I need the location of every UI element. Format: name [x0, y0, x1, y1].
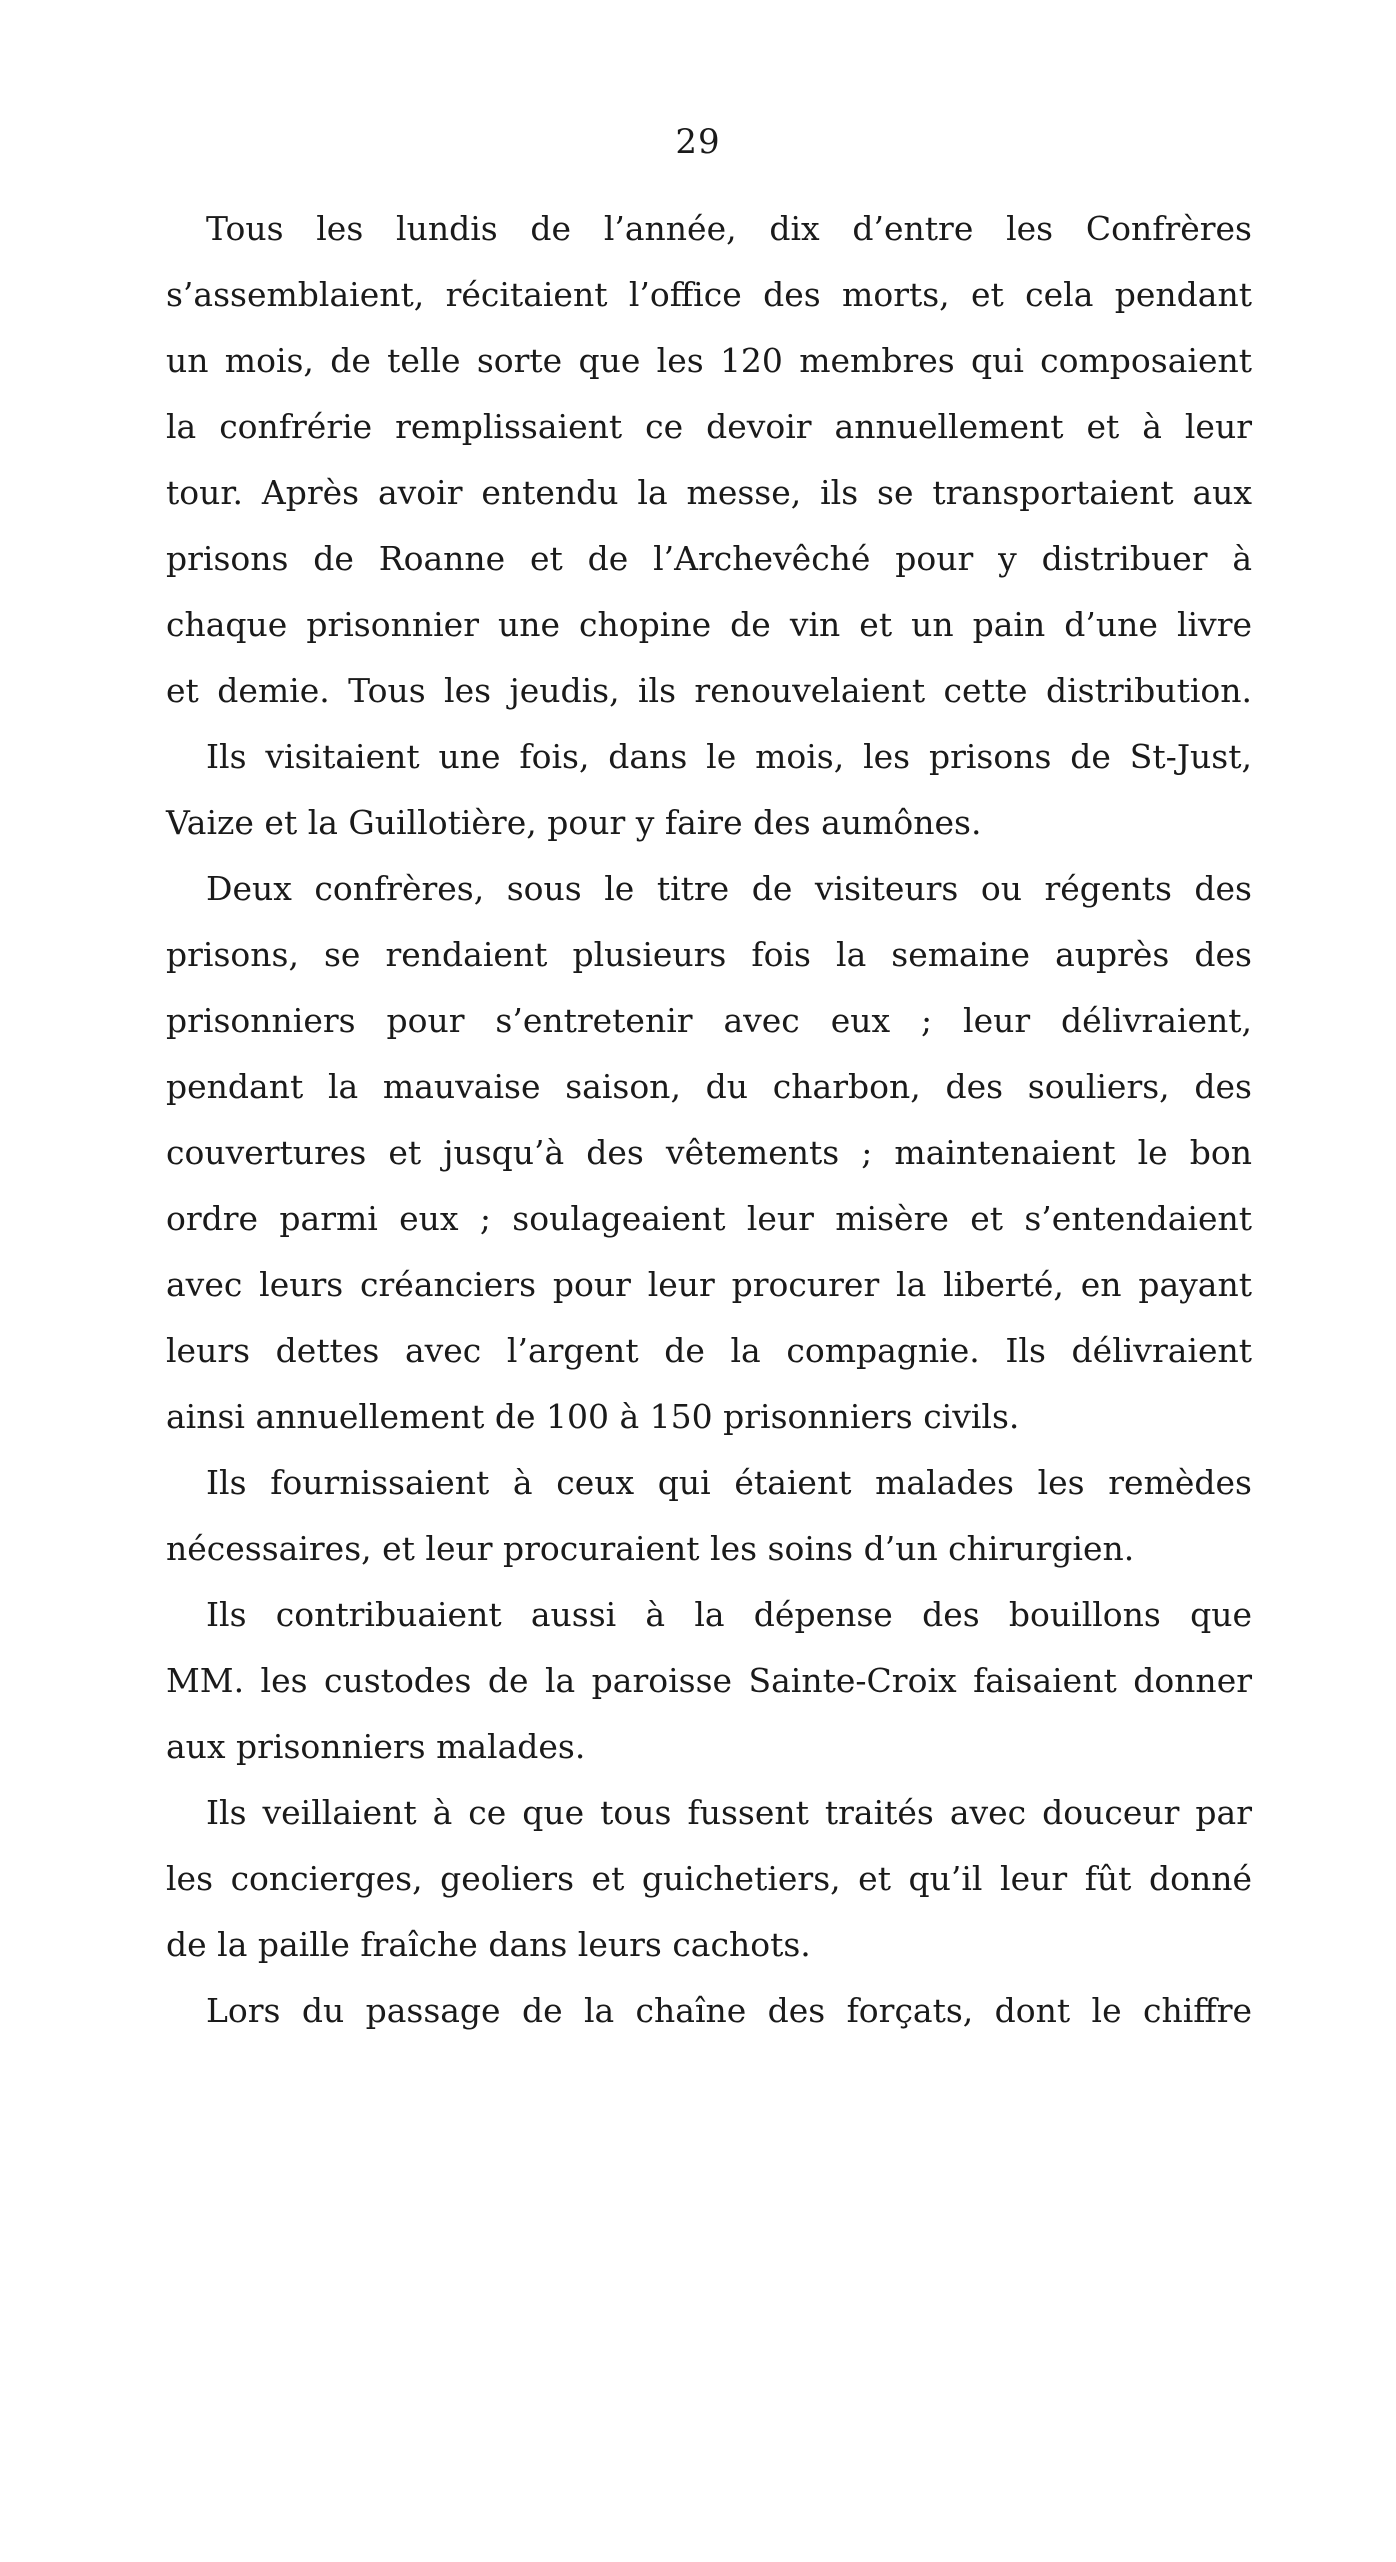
- paragraph: [166, 1582, 1252, 1780]
- text-line: ordre parmi eux ; soulageaient leur misère et s’entendaient: [166, 1199, 1252, 1238]
- text-line: prisonniers pour s’entretenir avec eux ; leur délivraient,: [166, 1001, 1252, 1040]
- text-line: et demie. Tous les jeudis, ils renouvelaient cette distribution.: [166, 671, 1252, 710]
- text-line: Vaize et la Guillotière, pour y faire des aumônes.: [166, 803, 982, 842]
- paragraph: [166, 1780, 1252, 1978]
- text-line: de la paille fraîche dans leurs cachots.: [166, 1925, 811, 1964]
- text-line: les concierges, geoliers et guichetiers, et qu’il leur fût donné: [166, 1859, 1252, 1898]
- paragraph: [166, 1978, 1252, 2044]
- text-line: chaque prisonnier une chopine de vin et un pain d’une livre: [166, 605, 1252, 644]
- text-line: Ils veillaient à ce que tous fussent traités avec douceur par: [206, 1793, 1252, 1832]
- text-line: Lors du passage de la chaîne des forçats, dont le chiffre: [206, 1991, 1252, 2030]
- text-line: s’assemblaient, récitaient l’office des morts, et cela pendant: [166, 275, 1252, 314]
- text-line: un mois, de telle sorte que les 120 membres qui composaient: [166, 341, 1252, 380]
- text-line: ainsi annuellement de 100 à 150 prisonniers civils.: [166, 1397, 1020, 1436]
- text-line: Ils fournissaient à ceux qui étaient malades les remèdes: [206, 1463, 1252, 1502]
- page-number: 29: [675, 122, 721, 162]
- text-line: Deux confrères, sous le titre de visiteurs ou régents des: [206, 869, 1252, 908]
- text-line: prisons, se rendaient plusieurs fois la semaine auprès des: [166, 935, 1252, 974]
- text-line: la confrérie remplissaient ce devoir annuellement et à leur: [166, 407, 1252, 446]
- paragraph: [166, 1450, 1252, 1582]
- text-line: Tous les lundis de l’année, dix d’entre les Confrères: [206, 209, 1252, 248]
- text-line: couvertures et jusqu’à des vêtements ; maintenaient le bon: [166, 1133, 1252, 1172]
- text-line: Ils contribuaient aussi à la dépense des bouillons que: [206, 1595, 1252, 1634]
- text-line: tour. Après avoir entendu la messe, ils se transportaient aux: [166, 473, 1252, 512]
- paragraph: [166, 196, 1252, 724]
- text-line: avec leurs créanciers pour leur procurer la liberté, en payant: [166, 1265, 1252, 1304]
- paragraph: [166, 856, 1252, 1450]
- text-line: MM. les custodes de la paroisse Sainte-Croix faisaient donner: [166, 1661, 1252, 1700]
- text-line: aux prisonniers malades.: [166, 1727, 586, 1766]
- text-line: Ils visitaient une fois, dans le mois, les prisons de St-Just,: [206, 737, 1252, 776]
- paragraph: [166, 724, 1252, 856]
- body-text: [166, 196, 1252, 2044]
- text-line: pendant la mauvaise saison, du charbon, des souliers, des: [166, 1067, 1252, 1106]
- text-line: prisons de Roanne et de l’Archevêché pour y distribuer à: [166, 539, 1252, 578]
- text-line: leurs dettes avec l’argent de la compagnie. Ils délivraient: [166, 1331, 1252, 1370]
- text-line: nécessaires, et leur procuraient les soins d’un chirurgien.: [166, 1529, 1135, 1568]
